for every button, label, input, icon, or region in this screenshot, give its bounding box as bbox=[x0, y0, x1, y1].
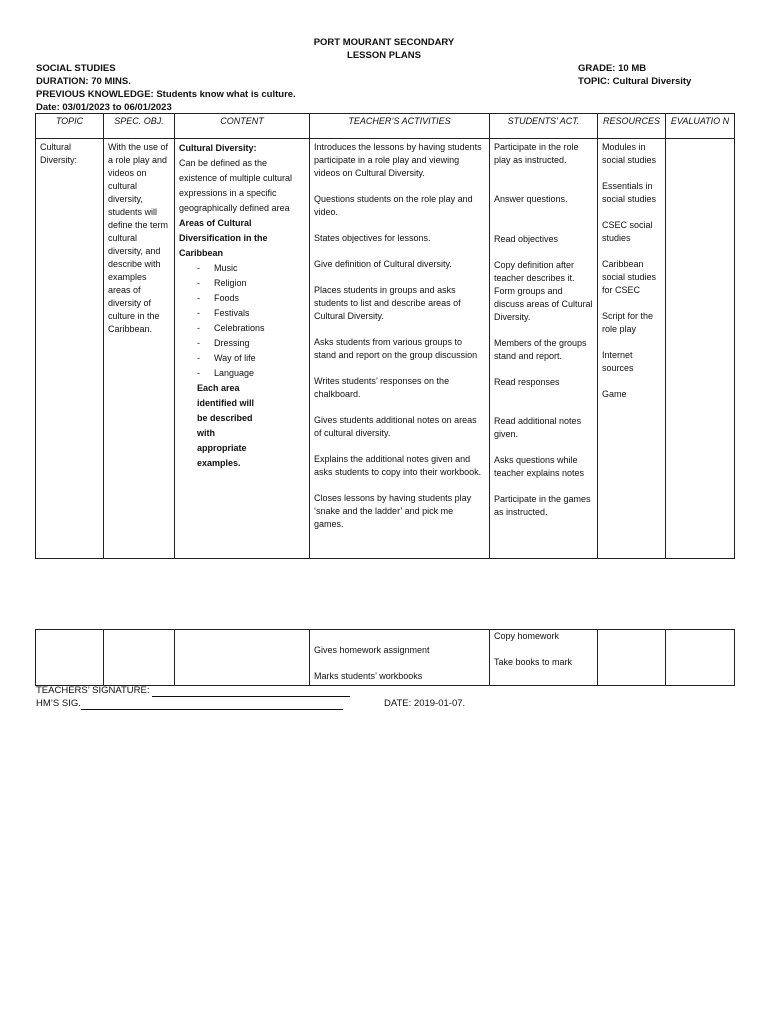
col-header-topic: TOPIC bbox=[36, 114, 104, 139]
teacher-activity: Gives students additional notes on areas of cultural diversity. bbox=[314, 415, 477, 438]
teacher-activity: States objectives for lessons. bbox=[314, 233, 431, 243]
students-act-cell bbox=[490, 630, 598, 686]
list-item: - Music bbox=[197, 263, 238, 273]
resource-item: Modules in social studies bbox=[602, 142, 657, 165]
student-activity: Answer questions. bbox=[494, 194, 568, 204]
teacher-activity: Writes students’ responses on the chalkboard. bbox=[314, 376, 450, 399]
teacher-signature-row bbox=[36, 684, 350, 697]
content-heading: Cultural Diversity: bbox=[179, 143, 257, 153]
teacher-signature-label: TEACHERS’ SIGNATURE: bbox=[36, 685, 150, 696]
col-header-content: CONTENT bbox=[175, 114, 310, 139]
footer-date: DATE: 2019-01-07. bbox=[384, 698, 466, 709]
evaluation-cell bbox=[666, 139, 735, 559]
list-item: - Religion bbox=[197, 278, 247, 288]
subject: SOCIAL STUDIES bbox=[36, 63, 116, 74]
resource-item: Internet sources bbox=[602, 350, 634, 373]
student-activity: Read responses bbox=[494, 377, 560, 387]
areas-list bbox=[179, 261, 305, 381]
date-range: Date: 03/01/2023 to 06/01/2023 bbox=[36, 102, 172, 113]
teacher-activity: Questions students on the role play and video. bbox=[314, 194, 473, 217]
hm-signature-label: HM’S SIG. bbox=[36, 698, 81, 709]
signature-line bbox=[81, 699, 343, 710]
student-activity: Asks questions while teacher explains notes bbox=[494, 455, 585, 478]
signature-line bbox=[152, 686, 350, 697]
doc-title: LESSON PLANS bbox=[347, 50, 421, 61]
list-item: - Dressing bbox=[197, 338, 250, 348]
teacher-activity: Closes lessons by having students play ‘snake and the ladder’ and pick me games. bbox=[314, 493, 472, 529]
hm-signature-row bbox=[36, 697, 343, 710]
list-item: - Foods bbox=[197, 293, 240, 303]
resource-item: CSEC social studies bbox=[602, 220, 653, 243]
school-name: PORT MOURANT SECONDARY bbox=[313, 37, 455, 48]
student-activity: Members of the groups stand and report. bbox=[494, 338, 587, 361]
duration: DURATION: 70 MINS. bbox=[36, 76, 131, 87]
content-areas-heading: Areas of Cultural Diversification in the Caribbean bbox=[179, 218, 268, 258]
table-row bbox=[36, 630, 735, 686]
table-header-row bbox=[36, 114, 735, 139]
empty-cell bbox=[666, 630, 735, 686]
list-item: - Festivals bbox=[197, 308, 250, 318]
student-activity: Read additional notes given. bbox=[494, 416, 582, 439]
student-activity: Copy definition after teacher describes it. Form groups and discuss areas of Cultural Diversity. bbox=[494, 260, 593, 322]
teacher-activity: Introduces the lessons by having students participate in a role play and viewing videos on Cultural Diversity. bbox=[314, 142, 482, 178]
content-definition: Can be defined as the existence of multiple cultural expressions in a specific geographically defined area bbox=[179, 158, 293, 213]
resource-item: Essentials in social studies bbox=[602, 181, 657, 204]
student-activity: Participate in the role play as instructed. bbox=[494, 142, 579, 165]
resource-item: Script for the role play bbox=[602, 311, 654, 334]
student-activity: Read objectives bbox=[494, 234, 559, 244]
students-act-cell bbox=[490, 139, 598, 559]
col-header-spec-obj: SPEC. OBJ. bbox=[104, 114, 175, 139]
empty-cell bbox=[36, 630, 104, 686]
list-item: - Way of life bbox=[197, 353, 256, 363]
previous-knowledge: PREVIOUS KNOWLEDGE: Students know what is culture. bbox=[36, 89, 296, 100]
teacher-activities-cell bbox=[310, 630, 490, 686]
topic-text: Cultural Diversity: bbox=[40, 142, 78, 165]
col-header-resources: RESOURCES bbox=[598, 114, 666, 139]
teacher-activity: Asks students from various groups to stand and report on the group discussion bbox=[314, 337, 478, 360]
content-cell bbox=[175, 139, 310, 559]
teacher-activity: Gives homework assignment bbox=[314, 645, 430, 655]
table-row bbox=[36, 139, 735, 559]
empty-cell bbox=[104, 630, 175, 686]
list-item: - Language bbox=[197, 368, 255, 378]
student-activity: Copy homework bbox=[494, 631, 560, 641]
teacher-activity: Give definition of Cultural diversity. bbox=[314, 259, 452, 269]
homework-table bbox=[35, 629, 735, 686]
teacher-activities-cell bbox=[310, 139, 490, 559]
student-activity: Participate in the games as instructed. bbox=[494, 494, 591, 517]
col-header-students-act: STUDENTS’ ACT. bbox=[490, 114, 598, 139]
list-item: - Celebrations bbox=[197, 323, 265, 333]
col-header-evaluation: EVALUATIO N bbox=[666, 114, 735, 139]
grade: GRADE: 10 MB bbox=[578, 63, 647, 74]
topic-cell bbox=[36, 139, 104, 559]
resource-item: Caribbean social studies for CSEC bbox=[602, 259, 657, 295]
empty-cell bbox=[175, 630, 310, 686]
teacher-activity: Marks students’ workbooks bbox=[314, 671, 423, 681]
teacher-activity: Explains the additional notes given and asks students to copy into their workbook. bbox=[314, 454, 482, 477]
resources-cell bbox=[598, 139, 666, 559]
content-closing: Each area identified will be described with appropriate examples. bbox=[197, 383, 255, 468]
spec-obj-text: With the use of a role play and videos on cultural diversity, students will define the term cultural diversity, and describe with examples areas of diversity of culture in the Caribbean. bbox=[108, 142, 169, 334]
student-activity: Take books to mark bbox=[494, 657, 573, 667]
spec-obj-cell bbox=[104, 139, 175, 559]
col-header-teacher-activities: TEACHER’S ACTIVITIES bbox=[310, 114, 490, 139]
topic-label: TOPIC: Cultural Diversity bbox=[578, 76, 692, 87]
lesson-plan-table bbox=[35, 113, 735, 559]
resource-item: Game bbox=[602, 389, 627, 399]
empty-cell bbox=[598, 630, 666, 686]
teacher-activity: Places students in groups and asks students to list and describe areas of Cultural Diversity. bbox=[314, 285, 461, 321]
